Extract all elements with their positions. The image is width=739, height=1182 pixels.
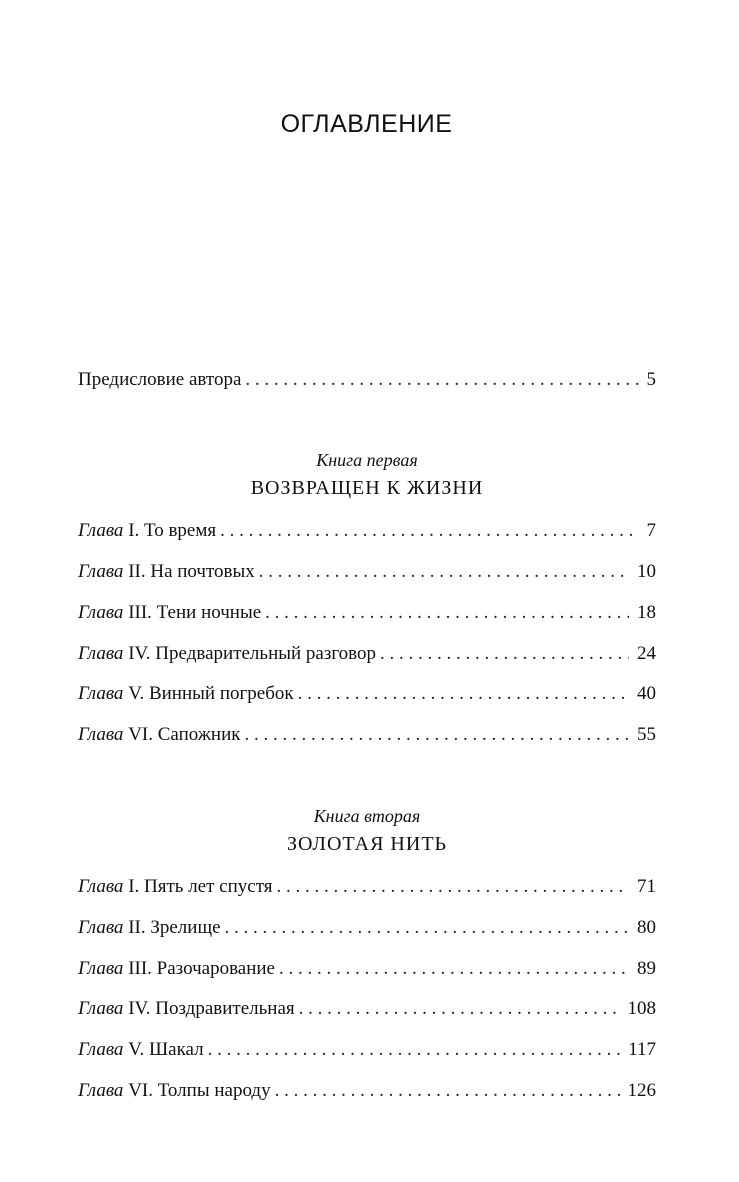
chapter-word: Глава (78, 561, 124, 582)
page-number: 7 (646, 520, 656, 541)
chapter-word: Глава (78, 520, 124, 541)
toc-entry[interactable] (78, 996, 656, 1022)
entry-title: Пять лет спустя (144, 876, 273, 897)
chapter-word: Глава (78, 917, 124, 938)
chapter-number: II. (128, 561, 146, 582)
entry-title: Сапожник (157, 724, 241, 745)
entry-title: Зрелище (150, 917, 221, 938)
entry-title: Предисловие автора (78, 369, 242, 390)
page-number: 89 (637, 958, 656, 979)
entry-title: Тени ночные (156, 602, 262, 623)
toc-entry[interactable] (78, 600, 656, 626)
leader-dots (245, 722, 630, 748)
entry-title: На почтовых (150, 561, 255, 582)
page-number: 126 (627, 1080, 656, 1101)
book-label: Книга вторая (313, 806, 421, 826)
entry-title: Толпы народу (157, 1080, 271, 1101)
leader-dots (259, 559, 629, 585)
toc-entry[interactable] (78, 681, 656, 707)
entry-title: Поздравительная (155, 998, 295, 1019)
chapter-number: VI. (128, 724, 153, 745)
book-title: ЗОЛОТАЯ НИТЬ (286, 833, 448, 855)
entry-title: Винный погребок (148, 683, 294, 704)
page-number: 117 (628, 1039, 656, 1060)
chapter-number: III. (128, 602, 152, 623)
chapter-word: Глава (78, 724, 124, 745)
page-title: ОГЛАВЛЕНИЕ (280, 110, 453, 138)
toc-entry[interactable] (78, 874, 656, 900)
leader-dots (225, 915, 629, 941)
page-number: 108 (627, 998, 656, 1019)
leader-dots (380, 641, 629, 667)
chapter-number: III. (128, 958, 152, 979)
chapter-word: Глава (78, 958, 124, 979)
chapter-word: Глава (78, 998, 124, 1019)
page-number: 40 (637, 683, 656, 704)
page-number: 55 (637, 724, 656, 745)
page-number: 10 (637, 561, 656, 582)
entry-title: Разочарование (156, 958, 275, 979)
leader-dots (279, 956, 629, 982)
chapter-word: Глава (78, 1039, 124, 1060)
entry-title: То время (144, 520, 217, 541)
toc-entry[interactable] (78, 722, 656, 748)
toc-entry[interactable] (78, 1078, 656, 1104)
entry-title: Предварительный разговор (155, 643, 377, 664)
chapter-number: IV. (128, 998, 151, 1019)
chapter-word: Глава (78, 643, 124, 664)
chapter-number: V. (128, 683, 145, 704)
leader-dots (245, 367, 638, 393)
chapter-number: I. (128, 520, 140, 541)
toc-entry[interactable] (78, 956, 656, 982)
leader-dots (265, 600, 629, 626)
leader-dots (298, 681, 629, 707)
chapter-word: Глава (78, 1080, 124, 1101)
page-number: 71 (637, 876, 656, 897)
chapter-word: Глава (78, 876, 124, 897)
leader-dots (299, 996, 620, 1022)
leader-dots (220, 518, 638, 544)
toc-entry[interactable] (78, 641, 656, 667)
chapter-number: II. (128, 917, 146, 938)
toc-entry[interactable] (78, 915, 656, 941)
chapter-number: VI. (128, 1080, 153, 1101)
toc-entry[interactable] (78, 1037, 656, 1063)
page-number: 24 (637, 643, 656, 664)
page-number: 5 (646, 369, 656, 390)
book-label: Книга первая (316, 450, 418, 470)
book-title: ВОЗВРАЩЕН К ЖИЗНИ (250, 477, 484, 499)
toc-entry-preface[interactable] (78, 367, 656, 393)
leader-dots (275, 1078, 620, 1104)
chapter-word: Глава (78, 683, 124, 704)
chapter-word: Глава (78, 602, 124, 623)
leader-dots (208, 1037, 621, 1063)
toc-entry[interactable] (78, 518, 656, 544)
entry-title: Шакал (148, 1039, 204, 1060)
toc-entry[interactable] (78, 559, 656, 585)
leader-dots (277, 874, 630, 900)
page-number: 80 (637, 917, 656, 938)
chapter-number: IV. (128, 643, 151, 664)
chapter-number: I. (128, 876, 140, 897)
chapter-number: V. (128, 1039, 145, 1060)
page-number: 18 (637, 602, 656, 623)
